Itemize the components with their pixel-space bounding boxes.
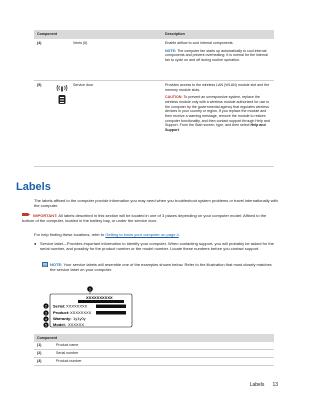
row-desc-text: Provides access to the wireless LAN (WLAN) module slot and the memory module slots. [165,83,270,92]
label-warranty-val: 1y1y0y [73,316,86,321]
row-description [162,39,274,80]
help-end: . [178,232,180,237]
row-name: Service door [73,83,94,87]
row-name: Vents (6) [73,41,88,45]
table2-header: Component [34,334,274,342]
label-top-code: XXXXXXXXXX [86,295,113,300]
label-serial-key: Serial: [53,303,66,309]
callout-1: 1 [89,287,91,292]
important-text: All labels described in this section will be located in one of 3 places depending on your computer model: Affixed to the bottom of the computer, located in the battery bay, or under the service door. [22,213,267,224]
intro-paragraph: The labels affixed to the computer provide information you may need when you troubleshoot system problems or travel internationally with the computer. [34,198,278,209]
row-icon-empty [56,39,70,80]
help-text: For help finding these locations, refer to [34,232,105,237]
row-caution [165,95,271,132]
label-warranty-key: Warranty: [53,316,72,321]
row-number: (5) [37,83,42,87]
row-text: Product name [56,343,79,348]
callout-5: 5 [45,323,47,328]
row-icons [56,81,70,166]
footer-section: Labels [249,382,265,388]
service-label-graphic [42,286,134,328]
row-text: Serial number [56,351,79,356]
row-number: (2) [37,351,42,356]
label-serial-val: XXXXXXXX [66,303,88,309]
footer-page-number: 13 [272,382,278,388]
important-paragraph [22,212,279,224]
caution-text-2: , and then select [223,123,250,128]
row-description [162,81,274,166]
note-label: NOTE: [165,48,177,53]
important-label: IMPORTANT: [33,213,58,218]
col-description: Description [165,32,185,37]
service-label-bullet [34,241,278,252]
caution-bold: Help and Support [165,123,266,133]
bullet-dot-icon: ● [34,241,37,246]
wireless-icon [56,83,68,105]
row-number: (3) [37,359,42,364]
note2-text: Your service labels will resemble one of the examples shown below. Refer to the illustration that most closely matches the service label on your computer. [50,262,272,273]
table-row [34,350,274,358]
row-text: Product number [56,359,82,364]
note-text: The computer fan starts up automatically to cool internal components and prevent overheating. It is normal for the internal fan to cycle on and off during routine operation. [165,48,268,63]
table-row [34,342,274,350]
help-paragraph [34,232,279,237]
table-row [34,358,274,366]
service-label-illustration [42,286,134,328]
label-model-key: Model: [53,322,66,327]
label-components-table [34,334,274,366]
caution-end: . [178,128,180,133]
table-row [34,39,274,81]
label-model-val: XXXXXX [68,322,85,327]
caution-label: CAUTION: [165,95,183,100]
help-link[interactable]: Getting to know your computer on page 4 [105,232,179,237]
label-product-val: XXXXXXXX [70,310,92,315]
row-number: (1) [37,343,42,348]
table-header [34,30,274,39]
bullet-text: Service label—Provides important information to identify your computer. When contacting support, you will probably be asked for the serial number, and possibly for the product number or the model number. Locate these numbers before you contact support. [40,241,274,252]
caution-text: To prevent an unresponsive system, replace the wireless module only with a wireless module authorized for use in the computer by the governmental agency that regulates wireless devices in your country or region. If you replace the module and then receive a warning message, remove the module to restore computer functionality, and then contact support through Help and Support. From the Start screen, type [165,95,270,128]
note2-label: NOTE: [50,262,63,267]
callout-4: 4 [45,317,47,322]
page-footer [250,382,278,389]
note-icon [42,262,48,268]
col-component: Component [37,32,57,37]
row-desc-text: Enable airflow to cool internal components. [165,41,234,45]
section-title: Labels [16,181,51,193]
row-number: (4) [37,41,42,45]
row-note [165,49,271,63]
label-product-key: Product: [53,310,70,315]
callout-3: 3 [45,311,47,316]
table-row [34,81,274,167]
callout-2: 2 [45,304,47,309]
note2-paragraph [50,262,278,273]
components-table [34,30,274,167]
